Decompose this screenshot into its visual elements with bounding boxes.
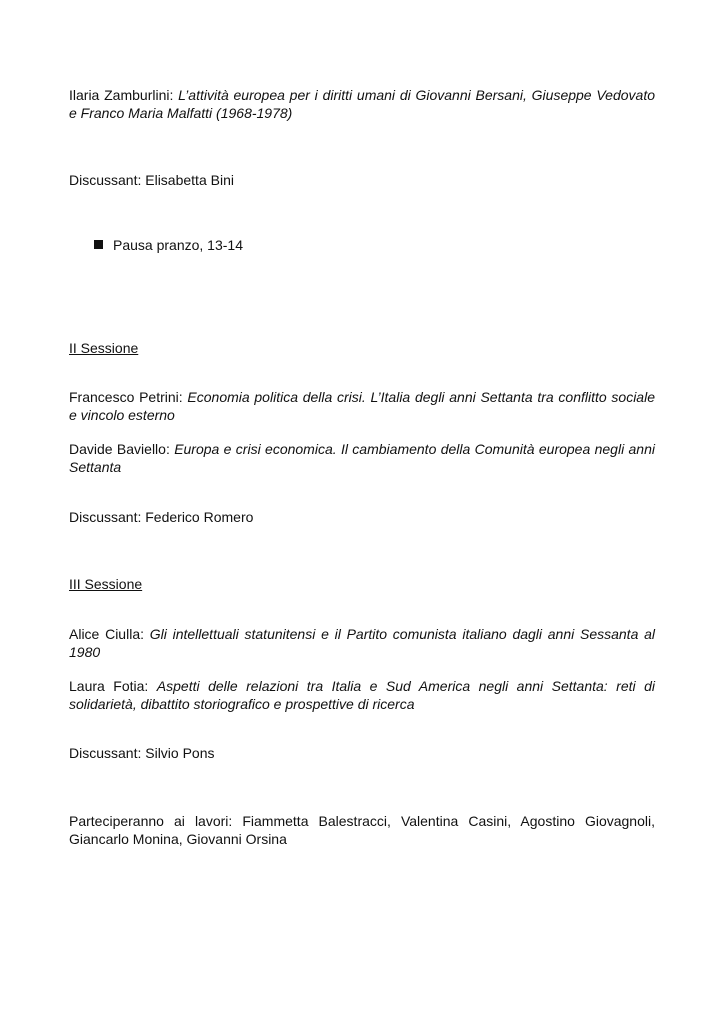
talk-title: Europa e crisi economica. Il cambiamento della Comunità europea negli anni Settanta [69, 441, 655, 475]
square-bullet-icon [94, 240, 103, 249]
discussant-label: Discussant: [69, 745, 142, 761]
participants-label: Parteciperanno ai lavori: [69, 813, 233, 829]
speaker-name: Alice Ciulla [69, 626, 141, 642]
talk-title: L’attività europea per i diritti umani di Giovanni Bersani, Giuseppe Vedovato e Franco Maria Malfatti (1968-1978) [69, 87, 655, 121]
talk-title: Economia politica della crisi. L’Italia degli anni Settanta tra conflitto sociale e vincolo esterno [69, 389, 655, 423]
talk-ciulla: Alice Ciulla: Gli intellettuali statunitensi e il Partito comunista italiano dagli anni Sessanta al 1980 [69, 626, 656, 660]
discussant-name: Elisabetta Bini [145, 172, 234, 188]
session-heading-iii: III Sessione [69, 576, 143, 592]
talk-fotia: Laura Fotia: Aspetti delle relazioni tra Italia e Sud America negli anni Settanta: reti di solidarietà, dibattito storiografico e prospettive di ricerca [69, 678, 655, 712]
discussant-line [69, 171, 655, 189]
participants-names: Fiammetta Balestracci, Valentina Casini, Agostino Giovagnoli, Giancarlo Monina, Giovanni Orsina [69, 813, 655, 847]
participants-paragraph [69, 812, 655, 848]
discussant-label: Discussant: [69, 172, 142, 188]
lunch-break-text: Pausa pranzo, 13-14 [113, 237, 243, 253]
session-heading-ii: II Sessione [69, 340, 139, 356]
talk-title: Gli intellettuali statunitensi e il Partito comunista italiano dagli anni Sessanta al 1980 [69, 626, 656, 660]
discussant-line [69, 744, 655, 762]
discussant-name: Silvio Pons [145, 745, 215, 761]
talk-petrini: Francesco Petrini: Economia politica della crisi. L’Italia degli anni Settanta tra conflitto sociale e vincolo esterno [69, 389, 655, 423]
speaker-name: Francesco Petrini [69, 389, 179, 405]
talk-title: Aspetti delle relazioni tra Italia e Sud America negli anni Settanta: reti di solidarietà, dibattito storiografico e prospettive di ricerca [69, 678, 655, 712]
speaker-name: Laura Fotia [69, 678, 145, 694]
discussant-line [69, 508, 655, 526]
talk-zamburlini: Ilaria Zamburlini: L’attività europea per i diritti umani di Giovanni Bersani, Giuseppe Vedovato e Franco Maria Malfatti (1968-1978) [69, 87, 655, 121]
discussant-label: Discussant: [69, 509, 142, 525]
talk-baviello: Davide Baviello: Europa e crisi economica. Il cambiamento della Comunità europea negli anni Settanta [69, 441, 655, 475]
speaker-name: Davide Baviello [69, 441, 166, 457]
discussant-name: Federico Romero [145, 509, 254, 525]
lunch-break-item [94, 236, 243, 254]
speaker-name: Ilaria Zamburlini [69, 87, 170, 103]
